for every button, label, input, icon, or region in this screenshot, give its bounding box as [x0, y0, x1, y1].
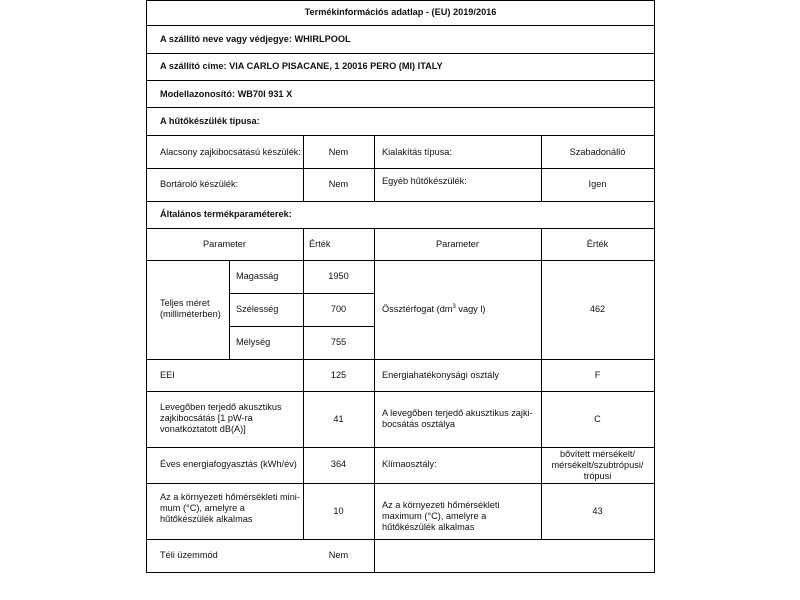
eei-value: 125	[330, 370, 347, 380]
rule	[541, 228, 542, 539]
min-temp-value: 10	[333, 506, 344, 516]
other-appliance-value: Igen	[588, 179, 607, 189]
rule	[146, 107, 655, 108]
product-information-sheet	[146, 0, 655, 584]
climate-class-label: Klímaosztály:	[382, 459, 437, 469]
rule	[229, 293, 374, 294]
noise-emission-label: Levegőben terjedő akusztikus zajkibocsátás [1 pW-ra vonatkoztatott dB(A)]	[160, 402, 282, 434]
wine-storage-value: Nem	[328, 179, 349, 189]
rule	[303, 135, 304, 201]
low-noise-value: Nem	[328, 147, 349, 157]
type-section-heading: A hűtőkészülék típusa:	[160, 116, 260, 126]
supplier-name: A szállító neve vagy védjegye: WHIRLPOOL	[160, 34, 351, 44]
height-value: 1950	[328, 271, 349, 281]
rule	[229, 326, 374, 327]
rule	[146, 228, 655, 229]
width-label: Szélesség	[236, 304, 279, 314]
rule	[146, 201, 655, 202]
noise-class-label: A levegőben terjedő akusztikus zajkibocsátás osztálya	[382, 408, 533, 429]
max-temp-label: Az a környezeti hőmérsékleti maximum (°C), amelyre a hűtőkészülék alkalmas	[382, 500, 500, 532]
rule	[146, 359, 655, 360]
wine-storage-label: Bortároló készülék:	[160, 179, 239, 189]
rule	[146, 25, 655, 26]
overall-size-label: Teljes méret (milliméterben)	[160, 298, 221, 319]
rule	[146, 447, 655, 448]
rule	[654, 0, 655, 573]
rule	[146, 483, 655, 484]
params-section-heading: Általános termékparaméterek:	[160, 209, 292, 219]
climate-class-value-line1: bővített mérsékelt/	[559, 449, 636, 459]
rule	[374, 135, 375, 201]
climate-class-value-line2: mérsékelt/szubtrópusi/	[551, 460, 644, 470]
annual-energy-value: 364	[330, 459, 347, 469]
rule	[146, 0, 147, 573]
col-header-value: Érték	[309, 239, 331, 249]
depth-value: 755	[330, 337, 347, 347]
rule	[146, 260, 655, 261]
col-header-parameter: Parameter	[203, 239, 246, 249]
annual-energy-label: Éves energiafogyasztás (kWh/év)	[160, 459, 297, 469]
energy-class-label: Energiahatékonysági osztály	[382, 370, 499, 380]
rule	[146, 0, 655, 1]
winter-mode-label: Téli üzemmód	[160, 550, 218, 560]
rule	[146, 539, 655, 540]
rule	[146, 572, 655, 573]
noise-class-value: C	[594, 414, 601, 424]
total-volume-label-prefix: Össztérfogat (dm	[382, 304, 453, 314]
rule	[374, 539, 375, 573]
max-temp-value: 43	[592, 506, 603, 516]
low-noise-label: Alacsony zajkibocsátású készülék:	[160, 147, 301, 157]
rule	[146, 391, 655, 392]
col-header-value-2: Érték	[586, 239, 609, 249]
rule	[146, 168, 655, 169]
total-volume-label-suffix: vagy l)	[455, 304, 486, 314]
min-temp-label: Az a környezeti hőmérsékleti minimum (°C), amelyre a hűtőkészülék alkalmas	[160, 492, 300, 524]
design-type-value: Szabadonálló	[569, 147, 626, 157]
design-type-label: Kialakítás típusa:	[382, 147, 452, 157]
model-identifier: Modellazonosító: WB70I 931 X	[160, 89, 293, 99]
rule	[541, 135, 542, 201]
sheet-title: Termékinformációs adatlap - (EU) 2019/2016	[304, 7, 497, 17]
winter-mode-value: Nem	[328, 550, 349, 560]
rule	[146, 135, 655, 136]
supplier-address: A szállító címe: VIA CARLO PISACANE, 1 20016 PERO (MI) ITALY	[160, 61, 443, 71]
rule	[374, 228, 375, 539]
rule	[146, 53, 655, 54]
width-value: 700	[330, 304, 347, 314]
eei-label: EEI	[160, 370, 175, 380]
rule	[229, 260, 230, 359]
col-header-parameter-2: Parameter	[436, 239, 479, 249]
noise-emission-value: 41	[333, 414, 344, 424]
other-appliance-label: Egyéb hűtőkészülék:	[382, 176, 467, 186]
total-volume-value: 462	[589, 304, 606, 314]
total-volume-label	[382, 304, 485, 315]
climate-class-value-line3: trópusi	[583, 471, 612, 481]
energy-class-value: F	[594, 370, 601, 380]
height-label: Magasság	[236, 271, 279, 281]
depth-label: Mélység	[236, 337, 271, 347]
total-volume-label-sup: 3	[452, 303, 456, 310]
rule	[146, 80, 655, 81]
